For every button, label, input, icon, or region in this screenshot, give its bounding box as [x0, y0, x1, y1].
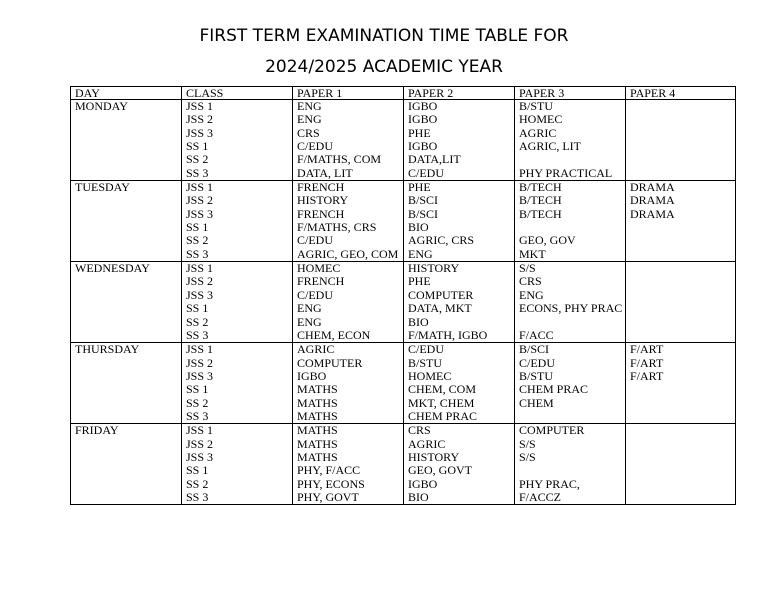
class-cell: [182, 424, 293, 505]
paper-1-entry: MATHS: [297, 382, 338, 397]
class-entry: SS 1: [186, 301, 209, 316]
paper-3-entry: CHEM PRAC: [519, 382, 589, 397]
paper-3-entry: [519, 464, 625, 477]
paper-2-entry: CRS: [408, 423, 431, 438]
paper-2-cell: [404, 181, 515, 262]
class-entry: JSS 2: [186, 274, 214, 289]
paper-2-entry: BIO: [408, 489, 429, 504]
paper-1-entry: COMPUTER: [297, 355, 363, 370]
class-entry: JSS 1: [186, 99, 214, 113]
paper-4-entry: DRAMA: [630, 206, 675, 221]
class-entry: JSS 3: [186, 206, 214, 221]
paper-4-entry: [630, 153, 735, 166]
paper-4-entry: [630, 397, 735, 410]
paper-2-cell: [404, 100, 515, 181]
paper-3-entry: PHY PRACTICAL: [519, 165, 613, 180]
paper-3-entry: B/STU: [519, 99, 554, 113]
paper-1-entry: C/EDU: [297, 287, 333, 302]
paper-2-entry: IGBO: [408, 476, 438, 491]
paper-4-entry: DRAMA: [630, 193, 675, 208]
paper-1-entry: MATHS: [297, 408, 338, 423]
paper-4-cell: [626, 181, 736, 262]
paper-1-entry: ENG: [297, 112, 322, 127]
paper-3-cell: [515, 343, 626, 424]
paper-4-entry: [630, 289, 735, 302]
paper-4-cell: [626, 343, 736, 424]
paper-1-cell: [293, 181, 404, 262]
paper-3-entry: S/S: [519, 261, 536, 276]
class-entry: SS 1: [186, 220, 209, 235]
paper-3-entry: AGRIC: [519, 125, 557, 140]
paper-4-entry: [630, 451, 735, 464]
paper-1-entry: F/MATHS, CRS: [297, 220, 377, 235]
paper-1-entry: IGBO: [297, 368, 327, 383]
paper-2-entry: CHEM, COM: [408, 382, 477, 397]
paper-2-entry: B/SCI: [408, 193, 439, 208]
paper-3-entry: AGRIC, LIT: [519, 139, 581, 154]
paper-4-entry: [630, 113, 735, 126]
document-title: FIRST TERM EXAMINATION TIME TABLE FOR: [199, 26, 569, 46]
timetable: [70, 86, 736, 505]
paper-4-entry: [630, 127, 735, 140]
academic-year-subtitle: 2024/2025 ACADEMIC YEAR: [265, 57, 503, 77]
class-cell: [182, 343, 293, 424]
paper-3-entry: F/ACC: [519, 327, 554, 342]
paper-2-entry: HISTORY: [408, 449, 460, 464]
class-cell: [182, 262, 293, 343]
paper-2-entry: IGBO: [408, 112, 438, 127]
paper-1-cell: [293, 424, 404, 505]
day-block-wednesday: [71, 262, 736, 343]
paper-1-entry: HOMEC: [297, 261, 341, 276]
class-entry: SS 3: [186, 327, 209, 342]
paper-2-entry: B/SCI: [408, 206, 439, 221]
paper-2-cell: [404, 424, 515, 505]
paper-4-entry: [630, 100, 735, 113]
day-cell: [71, 262, 182, 343]
paper-4-entry: [630, 275, 735, 288]
day-block-friday: [71, 424, 736, 505]
paper-3-entry: HOMEC: [519, 112, 563, 127]
paper-2-entry: MKT, CHEM: [408, 395, 475, 410]
paper-3-entry: C/EDU: [519, 355, 555, 370]
class-entry: JSS 2: [186, 112, 214, 127]
paper-4-cell: [626, 262, 736, 343]
paper-4-entry: [630, 262, 735, 275]
class-entry: JSS 3: [186, 125, 214, 140]
paper-2-entry: AGRIC, CRS: [408, 233, 475, 248]
paper-2-entry: C/EDU: [408, 165, 444, 180]
day-cell: [71, 100, 182, 181]
paper-2-entry: COMPUTER: [408, 287, 474, 302]
paper-1-entry: MATHS: [297, 423, 338, 438]
paper-2-entry: AGRIC: [408, 436, 446, 451]
paper-3-entry: B/SCI: [519, 342, 550, 357]
paper-1-entry: ENG: [297, 99, 322, 113]
day-cell: [71, 181, 182, 262]
day-block-tuesday: [71, 181, 736, 262]
class-entry: JSS 3: [186, 368, 214, 383]
paper-4-entry: DRAMA: [630, 180, 675, 195]
class-entry: SS 2: [186, 476, 209, 491]
class-entry: SS 3: [186, 246, 209, 261]
header-paper-2: PAPER 2: [404, 87, 515, 100]
class-entry: SS 1: [186, 382, 209, 397]
paper-1-cell: [293, 262, 404, 343]
day-cell: [71, 424, 182, 505]
paper-2-entry: C/EDU: [408, 342, 444, 357]
header-day: DAY: [71, 87, 182, 100]
paper-1-entry: AGRIC, GEO, COM: [297, 246, 399, 261]
paper-4-entry: [630, 491, 735, 504]
paper-2-entry: GEO, GOVT: [408, 463, 472, 478]
class-entry: JSS 1: [186, 180, 214, 195]
paper-1-entry: FRENCH: [297, 206, 345, 221]
paper-1-entry: MATHS: [297, 436, 338, 451]
paper-3-entry: [519, 316, 625, 329]
paper-4-entry: [630, 478, 735, 491]
paper-4-entry: [630, 234, 735, 247]
paper-4-entry: [630, 464, 735, 477]
paper-1-entry: ENG: [297, 301, 322, 316]
paper-3-entry: F/ACCZ: [519, 489, 562, 504]
paper-2-entry: PHE: [408, 274, 431, 289]
paper-4-entry: [630, 383, 735, 396]
class-entry: SS 3: [186, 165, 209, 180]
paper-1-cell: [293, 100, 404, 181]
class-entry: SS 2: [186, 314, 209, 329]
paper-1-entry: FRENCH: [297, 274, 345, 289]
day-label: THURSDAY: [75, 342, 140, 357]
paper-2-cell: [404, 262, 515, 343]
paper-2-entry: ENG: [408, 246, 433, 261]
paper-3-entry: GEO, GOV: [519, 233, 576, 248]
header-paper-1: PAPER 1: [293, 87, 404, 100]
class-entry: SS 2: [186, 152, 209, 167]
paper-3-entry: S/S: [519, 436, 536, 451]
paper-2-entry: IGBO: [408, 99, 438, 113]
header-row: [71, 87, 736, 100]
paper-4-entry: [630, 248, 735, 261]
paper-2-entry: HISTORY: [408, 261, 460, 276]
paper-3-entry: S/S: [519, 449, 536, 464]
paper-1-cell: [293, 343, 404, 424]
header-class: CLASS: [182, 87, 293, 100]
paper-4-entry: [630, 221, 735, 234]
paper-1-entry: MATHS: [297, 395, 338, 410]
paper-2-entry: DATA, MKT: [408, 301, 472, 316]
paper-1-entry: DATA, LIT: [297, 165, 353, 180]
paper-4-entry: [630, 438, 735, 451]
paper-3-entry: [519, 153, 625, 166]
paper-2-entry: BIO: [408, 220, 429, 235]
paper-1-entry: MATHS: [297, 449, 338, 464]
day-label: MONDAY: [75, 99, 128, 113]
paper-3-entry: CHEM: [519, 395, 554, 410]
class-entry: SS 3: [186, 408, 209, 423]
paper-1-entry: CHEM, ECON: [297, 327, 371, 342]
class-entry: SS 2: [186, 233, 209, 248]
paper-2-entry: B/STU: [408, 355, 443, 370]
class-entry: JSS 1: [186, 261, 214, 276]
paper-3-entry: B/TECH: [519, 193, 562, 208]
paper-4-cell: [626, 100, 736, 181]
paper-1-entry: F/MATHS, COM: [297, 152, 382, 167]
paper-1-entry: FRENCH: [297, 180, 345, 195]
paper-3-entry: ECONS, PHY PRAC: [519, 301, 623, 316]
paper-2-entry: CHEM PRAC: [408, 408, 478, 423]
paper-2-entry: BIO: [408, 314, 429, 329]
header-paper-4: PAPER 4: [626, 87, 736, 100]
class-entry: JSS 2: [186, 355, 214, 370]
day-label: FRIDAY: [75, 423, 119, 438]
paper-3-entry: MKT: [519, 246, 546, 261]
paper-4-entry: [630, 302, 735, 315]
class-entry: SS 1: [186, 139, 209, 154]
paper-1-entry: CRS: [297, 125, 320, 140]
paper-4-entry: F/ART: [630, 355, 664, 370]
class-cell: [182, 181, 293, 262]
paper-4-entry: F/ART: [630, 342, 664, 357]
day-block-monday: [71, 100, 736, 181]
paper-4-entry: F/ART: [630, 368, 664, 383]
paper-4-entry: [630, 140, 735, 153]
paper-2-entry: HOMEC: [408, 368, 452, 383]
paper-3-entry: COMPUTER: [519, 423, 585, 438]
class-entry: JSS 2: [186, 436, 214, 451]
paper-3-entry: B/TECH: [519, 180, 562, 195]
paper-2-entry: DATA,LIT: [408, 152, 461, 167]
paper-4-cell: [626, 424, 736, 505]
class-entry: JSS 1: [186, 342, 214, 357]
paper-2-entry: IGBO: [408, 139, 438, 154]
paper-2-entry: PHE: [408, 180, 431, 195]
paper-3-cell: [515, 424, 626, 505]
paper-3-entry: B/TECH: [519, 206, 562, 221]
class-cell: [182, 100, 293, 181]
paper-1-entry: HISTORY: [297, 193, 349, 208]
paper-4-entry: [630, 316, 735, 329]
paper-3-cell: [515, 100, 626, 181]
day-label: TUESDAY: [75, 180, 130, 195]
class-entry: SS 2: [186, 395, 209, 410]
paper-1-entry: PHY, ECONS: [297, 476, 365, 491]
paper-1-entry: ENG: [297, 314, 322, 329]
paper-3-entry: CRS: [519, 274, 542, 289]
paper-3-entry: [519, 410, 625, 423]
day-cell: [71, 343, 182, 424]
paper-3-entry: PHY PRAC,: [519, 476, 580, 491]
paper-3-entry: ENG: [519, 287, 544, 302]
class-entry: JSS 3: [186, 449, 214, 464]
day-label: WEDNESDAY: [75, 261, 150, 276]
paper-3-cell: [515, 181, 626, 262]
paper-1-entry: C/EDU: [297, 233, 333, 248]
paper-4-entry: [630, 424, 735, 437]
paper-2-cell: [404, 343, 515, 424]
paper-3-entry: [519, 221, 625, 234]
class-entry: JSS 2: [186, 193, 214, 208]
class-entry: SS 1: [186, 463, 209, 478]
paper-2-entry: F/MATH, IGBO: [408, 327, 488, 342]
paper-3-cell: [515, 262, 626, 343]
paper-1-entry: PHY, GOVT: [297, 489, 359, 504]
class-entry: JSS 1: [186, 423, 214, 438]
paper-1-entry: AGRIC: [297, 342, 335, 357]
paper-4-entry: [630, 410, 735, 423]
paper-2-entry: PHE: [408, 125, 431, 140]
paper-3-entry: B/STU: [519, 368, 554, 383]
paper-1-entry: PHY, F/ACC: [297, 463, 361, 478]
header-paper-3: PAPER 3: [515, 87, 626, 100]
class-entry: SS 3: [186, 489, 209, 504]
day-block-thursday: [71, 343, 736, 424]
paper-4-entry: [630, 167, 735, 180]
paper-1-entry: C/EDU: [297, 139, 333, 154]
class-entry: JSS 3: [186, 287, 214, 302]
paper-4-entry: [630, 329, 735, 342]
